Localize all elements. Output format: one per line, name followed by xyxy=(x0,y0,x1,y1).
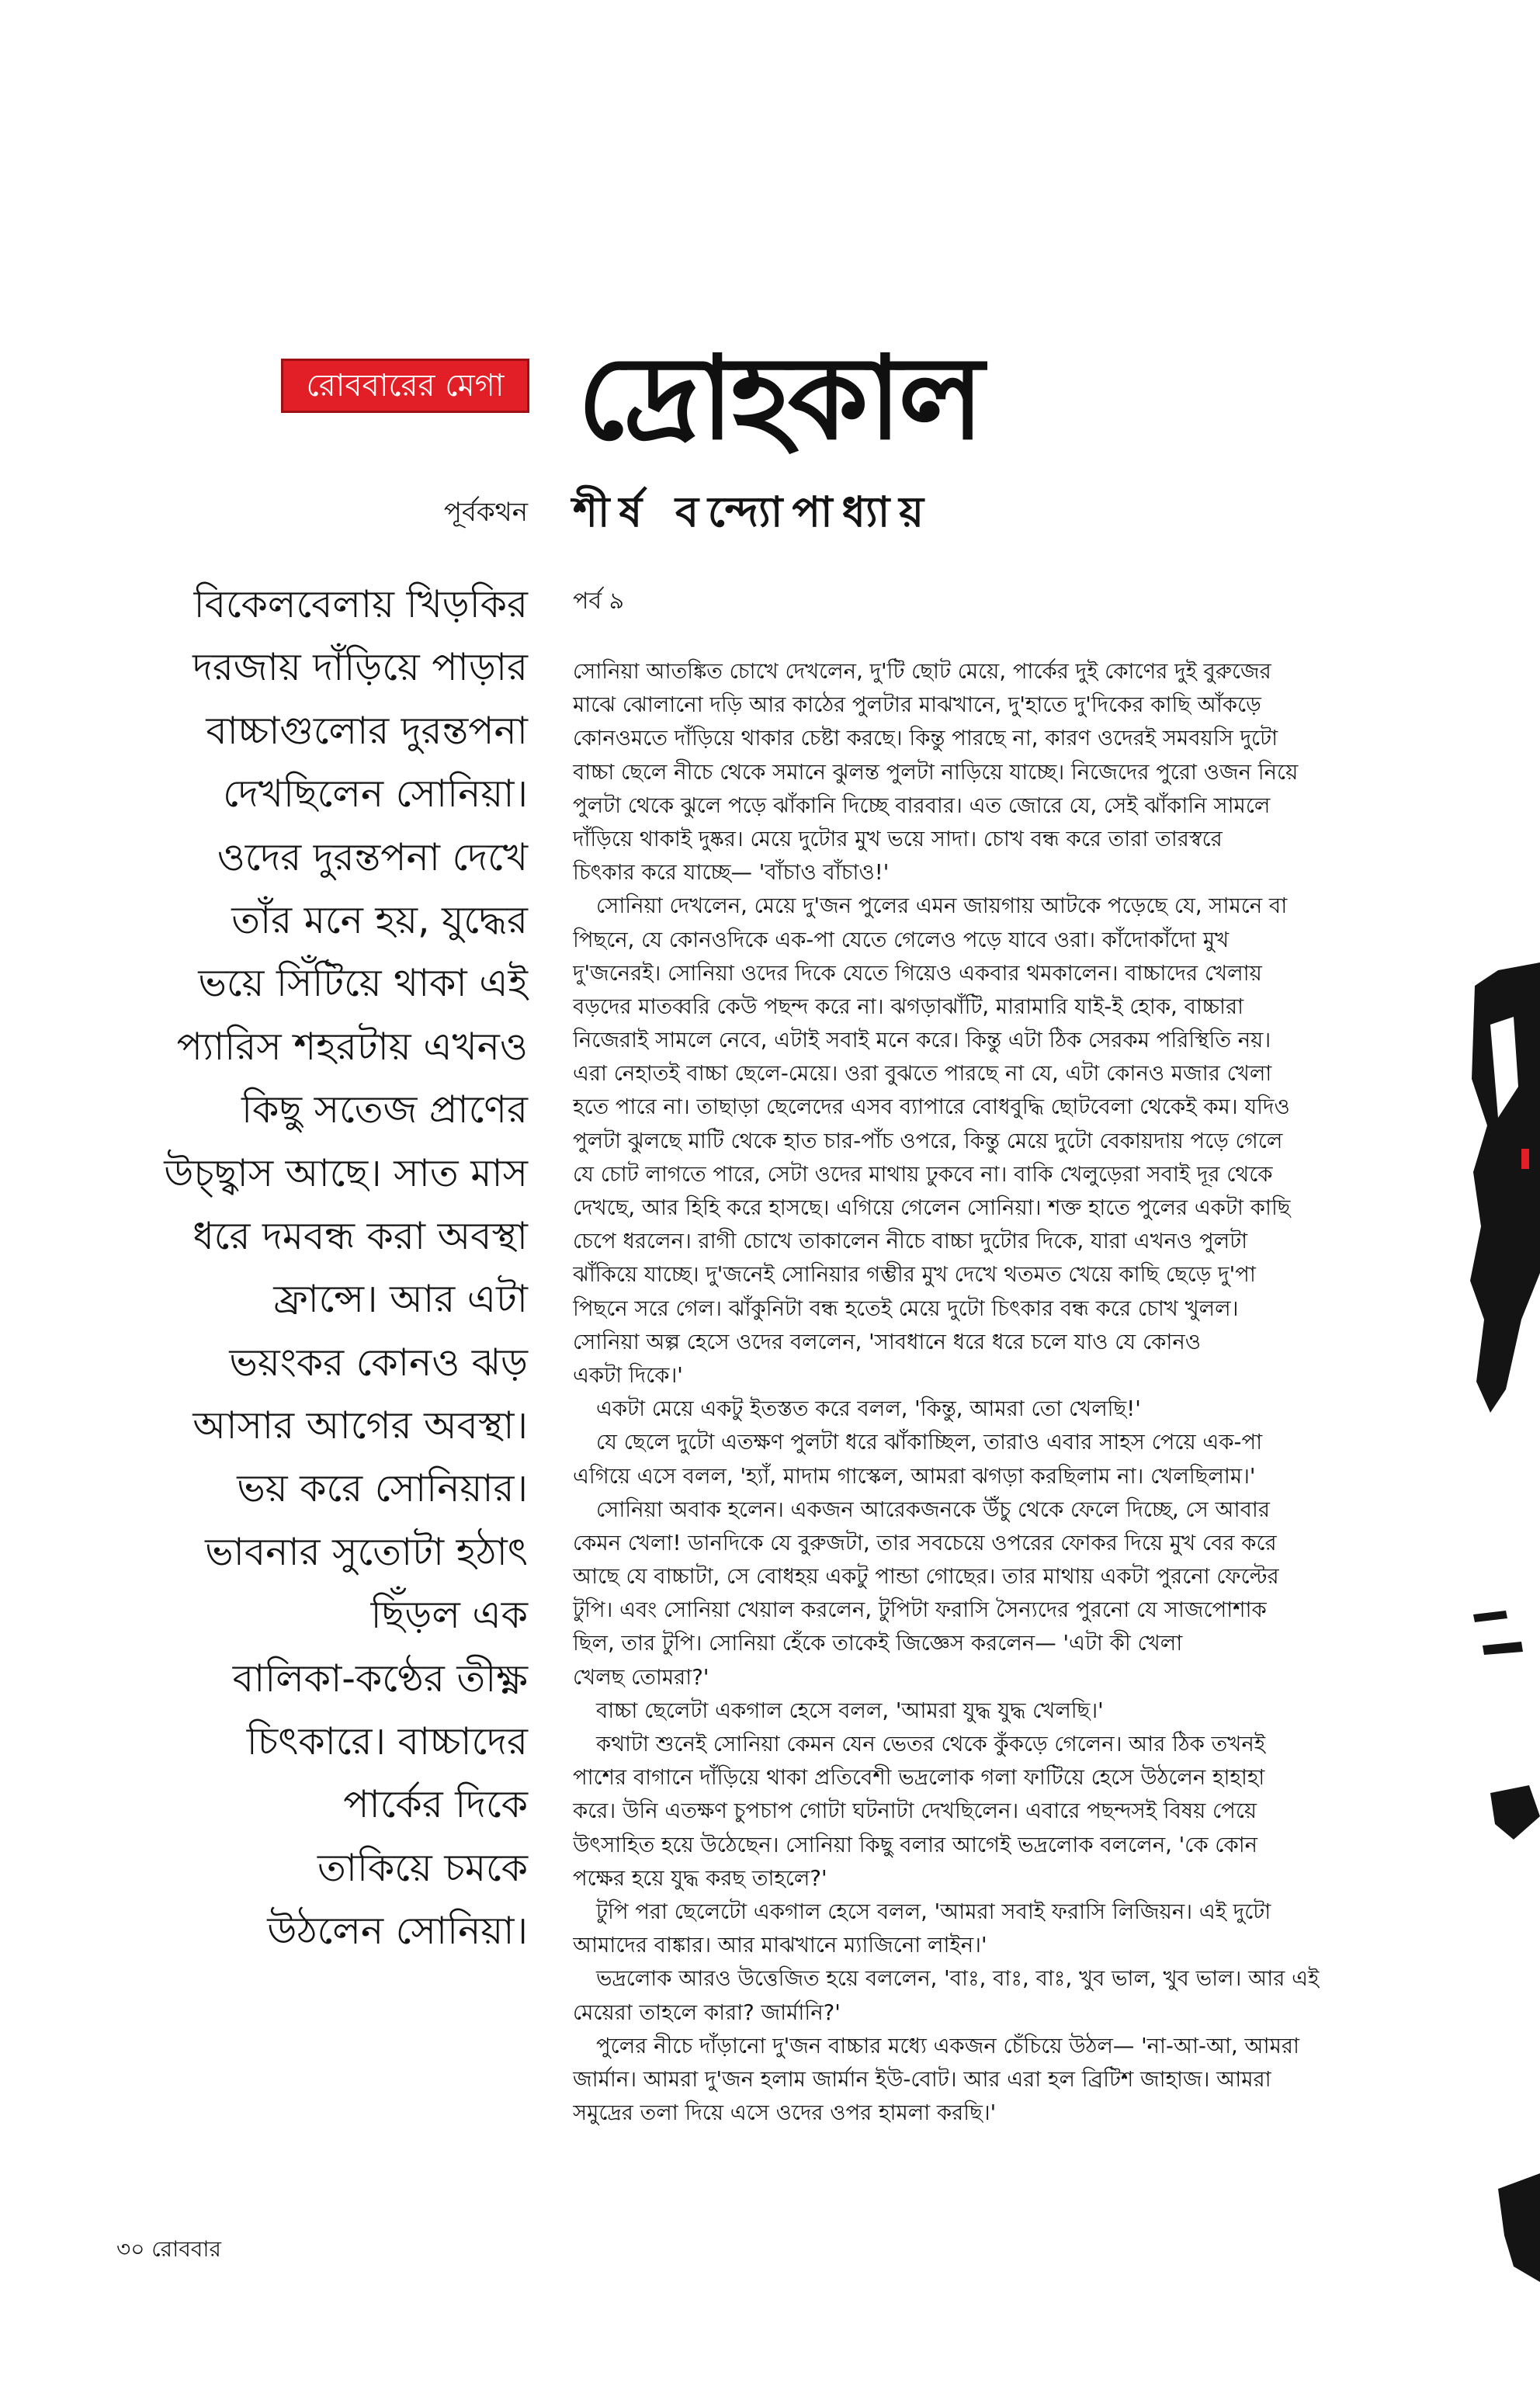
pull-quote-line: চিৎকারে। বাচ্চাদের xyxy=(246,1719,528,1764)
section-tag: রোববারের মেগা xyxy=(281,359,529,413)
body-line: যে ছেলে দুটো এতক্ষণ পুলটা ধরে ঝাঁকাচ্ছিল, তারাও এবার সাহস পেয়ে এক-পা xyxy=(596,1430,1263,1455)
body-line: টুপি। এবং সোনিয়া খেয়াল করলেন, টুপিটা ফরাসি সৈন্যদের পুরনো যে সাজপোশাক xyxy=(573,1597,1267,1623)
episode-label: পর্ব ৯ xyxy=(573,588,625,615)
pull-quote-line: প্যারিস শহরটায় এখনও xyxy=(176,1024,528,1069)
body-line: পিছনে সরে গেল। ঝাঁকুনিটা বন্ধ হতেই মেয়ে দুটো চিৎকার বন্ধ করে চোখ খুলল। xyxy=(573,1295,1239,1321)
body-line: সোনিয়া আতঙ্কিত চোখে দেখলেন, দু'টি ছোট মেয়ে, পার্কের দুই কোণের দুই বুরুজের xyxy=(573,659,1271,684)
pull-quote-line: বালিকা-কণ্ঠের তীক্ষ্ণ xyxy=(232,1656,528,1701)
body-line: পুলের নীচে দাঁড়ানো দু'জন বাচ্চার মধ্যে একজন চেঁচিয়ে উঠল— 'না-আ-আ, আমরা xyxy=(596,2033,1299,2058)
body-line: ছিল, তার টুপি। সোনিয়া হেঁকে তাকেই জিজ্ঞেস করলেন— 'এটা কী খেলা xyxy=(573,1631,1183,1656)
pull-quote-line: ভয় করে সোনিয়ার। xyxy=(237,1466,528,1511)
body-line: পাশের বাগানে দাঁড়িয়ে থাকা প্রতিবেশী ভদ্রলোক গলা ফাটিয়ে হেসে উঠলেন হাহাহা xyxy=(573,1765,1265,1791)
pull-quote-line: তাকিয়ে চমকে xyxy=(317,1845,528,1890)
pull-quote xyxy=(116,573,528,1963)
author-name: শীর্ষ বন্দ্যোপাধ্যায় xyxy=(573,487,934,536)
pull-quote-line: পার্কের দিকে xyxy=(343,1782,528,1827)
body-line: বাচ্চা ছেলে নীচে থেকে সমানে ঝুলন্ত পুলটা নাড়িয়ে যাচ্ছে। নিজেদের পুরো ওজন নিয়ে xyxy=(573,759,1299,785)
body-line: সোনিয়া দেখলেন, মেয়ে দু'জন পুলের এমন জায়গায় আটকে পড়েছে যে, সামনে বা xyxy=(596,893,1288,919)
body-line: আমাদের বাঙ্কার। আর মাঝখানে ম্যাজিনো লাইন।' xyxy=(573,1933,987,1958)
body-line: একটা মেয়ে একটু ইতস্তত করে বলল, 'কিন্তু, আমরা তো খেলছি!' xyxy=(596,1396,1141,1422)
body-line: নিজেরাই সামলে নেবে, এটাই সবাই মনে করে। কিন্তু এটা ঠিক সেরকম পরিস্থিতি নয়। xyxy=(573,1028,1271,1053)
prologue-label: পূর্বকথন xyxy=(443,497,528,528)
pull-quote-line: ছিঁড়ল এক xyxy=(370,1593,528,1638)
body-line: এরা নেহাতই বাচ্চা ছেলে-মেয়ে। ওরা বুঝতে পারছে না যে, এটা কোনও মজার খেলা xyxy=(573,1061,1272,1087)
pull-quote-line: দেখছিলেন সোনিয়া। xyxy=(223,772,528,817)
story-body xyxy=(573,655,1458,2130)
illustration-ink-blot xyxy=(1490,1785,1540,1840)
body-line: উৎসাহিত হয়ে উঠেছেন। সোনিয়া কিছু বলার আগেই ভদ্রলোক বললেন, 'কে কোন xyxy=(573,1832,1258,1857)
illustration-ink-dash-1 xyxy=(1473,1611,1507,1622)
body-line: চেপে ধরলেন। রাগী চোখে তাকালেন নীচে বাচ্চা দুটোর দিকে, যারা এখনও পুলটা xyxy=(573,1229,1248,1254)
body-line: আছে যে বাচ্চাটা, সে বোধহয় একটু পান্ডা গোছের। তার মাথায় একটা পুরনো ফেল্টের xyxy=(573,1564,1279,1590)
pull-quote-line: দরজায় দাঁড়িয়ে পাড়ার xyxy=(192,645,528,690)
body-line: টুপি পরা ছেলেটো একগাল হেসে বলল, 'আমরা সবাই ফরাসি লিজিয়ন। এই দুটো xyxy=(596,1899,1271,1924)
pull-quote-line: উঠলেন সোনিয়া। xyxy=(267,1909,528,1954)
body-line: কোনওমতে দাঁড়িয়ে থাকার চেষ্টা করছে। কিন্তু পারছে না, কারণ ওদেরই সমবয়সি দুটো xyxy=(573,726,1278,751)
body-line: ভদ্রলোক আরও উত্তেজিত হয়ে বললেন, 'বাঃ, বাঃ, বাঃ, খুব ভাল, খুব ভাল। আর এই xyxy=(596,1966,1320,1992)
body-line: কথাটা শুনেই সোনিয়া কেমন যেন ভেতর থেকে কুঁকড়ে গেলেন। আর ঠিক তখনই xyxy=(596,1732,1266,1757)
body-line: খেলছ তোমরা?' xyxy=(573,1664,709,1690)
pull-quote-line: ভাবনার সুতোটা হঠাৎ xyxy=(205,1529,528,1574)
body-line: দু'জনেরই। সোনিয়া ওদের দিকে যেতে গিয়েও একবার থমকালেন। বাচ্চাদের খেলায় xyxy=(573,960,1262,986)
body-line: সোনিয়া অবাক হলেন। একজন আরেকজনকে উঁচু থেকে ফেলে দিচ্ছে, সে আবার xyxy=(596,1496,1270,1522)
pull-quote-line: ভয়ংকর কোনও ঝড় xyxy=(229,1340,528,1385)
body-line: পক্ষের হয়ে যুদ্ধ করছ তাহলে?' xyxy=(573,1865,827,1891)
body-line: বাচ্চা ছেলেটা একগাল হেসে বলল, 'আমরা যুদ্ধ যুদ্ধ খেলছি।' xyxy=(596,1698,1104,1723)
pull-quote-line: ওদের দুরন্তপনা দেখে xyxy=(217,834,528,879)
pull-quote-line: তাঁর মনে হয়, যুদ্ধের xyxy=(231,897,528,942)
pull-quote-line: ফ্রান্সে। আর এটা xyxy=(273,1277,528,1322)
body-line: যে চোট লাগতে পারে, সেটা ওদের মাথায় ঢুকবে না। বাকি খেলুড়েরা সবাই দূর থেকে xyxy=(573,1161,1273,1187)
body-line: ঝাঁকিয়ে যাচ্ছে। দু'জনেই সোনিয়ার গম্ভীর মুখ দেখে থতমত খেয়ে কাছি ছেড়ে দু'পা xyxy=(573,1262,1256,1288)
body-line: একটা দিকে।' xyxy=(573,1362,683,1388)
body-line: হতে পারে না। তাছাড়া ছেলেদের এসব ব্যাপারে বোধবুদ্ধি ছোটবেলা থেকেই কম। যদিও xyxy=(573,1094,1290,1120)
story-title: দ্রোহকাল xyxy=(578,331,981,465)
pull-quote-line: কিছু সতেজ প্রাণের xyxy=(241,1087,528,1132)
body-line: সোনিয়া অল্প হেসে ওদের বললেন, 'সাবধানে ধরে ধরে চলে যাও যে কোনও xyxy=(573,1329,1202,1354)
pull-quote-line: বিকেলবেলায় খিড়কির xyxy=(193,582,528,626)
body-line: পিছনে, যে কোনওদিকে এক-পা যেতে গেলেও পড়ে যাবে ওরা। কাঁদোকাঁদো মুখ xyxy=(573,927,1230,952)
body-line: পুলটা থেকে ঝুলে পড়ে ঝাঁকানি দিচ্ছে বারবার। এত জোরে যে, সেই ঝাঁকানি সামলে xyxy=(573,792,1271,818)
pull-quote-line: বাচ্চাগুলোর দুরন্তপনা xyxy=(206,708,528,753)
illustration-ink-lower xyxy=(1498,2173,1540,2282)
illustration-fragment xyxy=(1467,916,1540,2391)
pull-quote-line: ভয়ে সিঁটিয়ে থাকা এই xyxy=(198,961,528,1006)
body-line: চিৎকার করে যাচ্ছে— 'বাঁচাও বাঁচাও!' xyxy=(573,860,890,886)
body-line: কেমন খেলা! ডানদিকে যে বুরুজটা, তার সবচেয়ে ওপরের ফোকর দিয়ে মুখ বের করে xyxy=(573,1530,1277,1555)
body-line: মেয়েরা তাহলে কারা? জার্মানি?' xyxy=(573,1999,841,2025)
pull-quote-line: আসার আগের অবস্থা। xyxy=(192,1403,528,1448)
body-line: মাঝে ঝোলানো দড়ি আর কাঠের পুলটার মাঝখানে, দু'হাতে দু'দিকের কাছি আঁকড়ে xyxy=(573,692,1261,718)
body-line: দাঁড়িয়ে থাকাই দুষ্কর। মেয়ে দুটোর মুখ ভয়ে সাদা। চোখ বন্ধ করে তারা তারস্বরে xyxy=(573,826,1223,851)
page-folio: ৩০ রোববার xyxy=(116,2236,221,2262)
body-line: বড়দের মাতব্বরি কেউ পছন্দ করে না। ঝগড়াঝাঁটি, মারামারি যাই-ই হোক, বাচ্চারা xyxy=(573,994,1244,1019)
body-line: এগিয়ে এসে বলল, 'হ্যাঁ, মাদাম গাস্কেল, আমরা ঝগড়া করছিলাম না। খেলছিলাম।' xyxy=(573,1463,1256,1489)
illustration-ink-dash-2 xyxy=(1483,1642,1523,1655)
body-line: সমুদ্রের তলা দিয়ে এসে ওদের ওপর হামলা করছি।' xyxy=(573,2100,997,2126)
pull-quote-line: ধরে দমবন্ধ করা অবস্থা xyxy=(192,1213,528,1258)
pull-quote-line: উচ্ছ্বাস আছে। সাত মাস xyxy=(164,1150,528,1195)
body-line: পুলটা ঝুলছে মাটি থেকে হাত চার-পাঁচ ওপরে, কিন্তু মেয়ে দুটো বেকায়দায় পড়ে গেলে xyxy=(573,1128,1283,1153)
body-line: করে। উনি এতক্ষণ চুপচাপ গোটা ঘটনাটা দেখছিলেন। এবারে পছন্দসই বিষয় পেয়ে xyxy=(573,1798,1257,1824)
illustration-accent xyxy=(1521,1149,1529,1169)
body-line: জার্মান। আমরা দু'জন হলাম জার্মান ইউ-বোট। আর এরা হল ব্রিটিশ জাহাজ। আমরা xyxy=(573,2066,1271,2092)
body-line: দেখছে, আর হিহি করে হাসছে। এগিয়ে গেলেন সোনিয়া। শক্ত হাতে পুলের একটা কাছি xyxy=(573,1195,1291,1220)
